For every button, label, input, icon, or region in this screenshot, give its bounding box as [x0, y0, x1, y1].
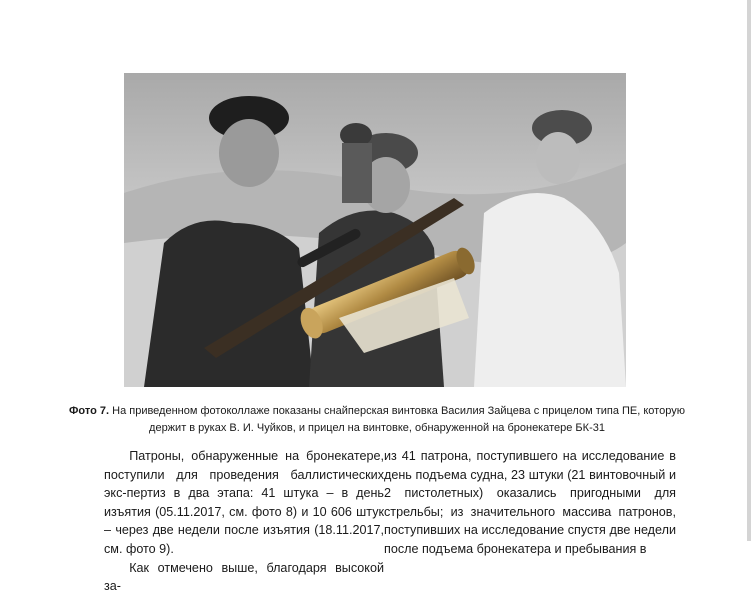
page-edge-border — [747, 0, 751, 541]
figure-caption — [60, 403, 694, 437]
paragraph: из 41 патрона, поступившего на исследование в день подъема судна, 23 штуки (21 винтовочный и 2 пистолетных) оказались пригодными для стрельбы; из значительного массива патронов, поступивших на исследование спустя две недели после подъема бронекатера и пребывания в — [384, 449, 676, 556]
text-column-right — [384, 447, 676, 559]
paragraph: Патроны, обнаруженные на бронекатере, поступили для проведения баллистических экс-пертиз в два этапа: 41 штука – в день изъятия (05.11.2017, см. фото 8) и 10 606 штук – через две недели после изъятия (18.11.2017, см. фото 9). — [104, 449, 384, 556]
caption-label: Фото 7. — [69, 405, 110, 417]
paragraph: Как отмечено выше, благодаря высокой за- — [104, 560, 384, 594]
text-column-left — [104, 447, 384, 596]
caption-text: На приведенном фотоколлаже показаны снайперская винтовка Василия Зайцева с прицелом типа ПЕ, которую держит в руках В. И. Чуйков, и прицел на винтовке, обнаруженной на бронекатере БК-31 — [112, 405, 685, 434]
archival-photo — [124, 73, 626, 387]
photo-collage-image — [124, 73, 626, 387]
